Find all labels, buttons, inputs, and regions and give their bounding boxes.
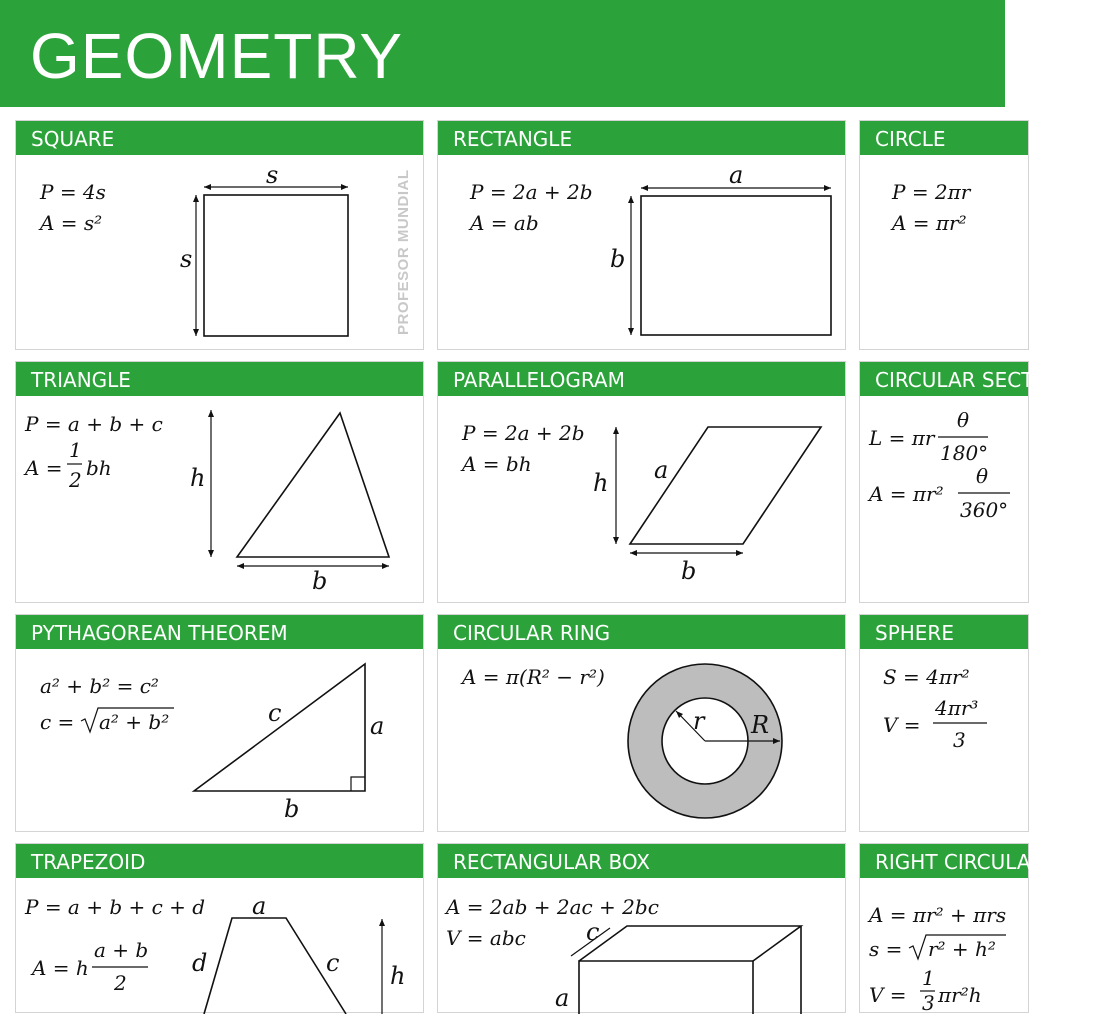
- parallelogram-diagram: [438, 362, 847, 604]
- pythagorean-diagram: [16, 615, 425, 833]
- card-title: PYTHAGOREAN THEOREM: [31, 621, 288, 645]
- fraction-denominator: 2: [114, 971, 127, 995]
- fraction-denominator: 3: [922, 991, 935, 1014]
- formula-perimeter: P = a + b + c: [25, 412, 163, 436]
- card-circular-sector: [859, 361, 1064, 603]
- formula-arc-length: L = πr: [869, 426, 935, 450]
- label-a: a: [370, 712, 385, 740]
- formula-area: A = s²: [40, 211, 103, 235]
- ring-diagram: [438, 615, 847, 833]
- label-r: r: [693, 707, 705, 735]
- label-d: d: [192, 949, 208, 977]
- rectangle-diagram: [438, 121, 847, 351]
- fraction-numerator: 1: [922, 966, 935, 990]
- fraction-denominator: 3: [953, 728, 966, 752]
- card-trapezoid: [15, 843, 424, 1013]
- label-h: h: [593, 469, 609, 497]
- formula-perimeter: P = a + b + c + d: [25, 895, 206, 919]
- formula-area: A = bh: [462, 452, 532, 476]
- label-b: b: [312, 567, 328, 595]
- trapezoid-shape: [204, 918, 346, 1014]
- formula-volume: V = abc: [446, 926, 526, 950]
- box-diagram: [438, 844, 847, 1014]
- circle-diagram: [860, 121, 1030, 351]
- formula-area-suffix: bh: [86, 456, 112, 480]
- formula-area-prefix: A = h: [32, 956, 89, 980]
- label-R: R: [751, 711, 770, 739]
- right-angle-marker: [351, 777, 365, 791]
- formula-perimeter: P = 2a + 2b: [462, 421, 585, 445]
- rectangle-shape: [641, 196, 831, 335]
- title-banner: [0, 0, 1005, 107]
- label-b: b: [681, 557, 697, 585]
- right-triangle-shape: [194, 664, 365, 791]
- fraction-numerator: θ: [957, 408, 970, 432]
- label-a: a: [654, 456, 669, 484]
- sector-formulas: [860, 362, 1030, 604]
- card-right-circular-cone: [859, 843, 1108, 1014]
- trapezoid-diagram: [16, 844, 425, 1014]
- fraction-denominator: 180°: [940, 441, 989, 465]
- card-pythagorean: [15, 614, 424, 832]
- label-s-top: s: [266, 161, 279, 189]
- square-diagram: [16, 121, 425, 351]
- formula-volume-prefix: V =: [883, 713, 921, 737]
- radicand: a² + b²: [99, 710, 170, 734]
- card-title: CIRCLE: [875, 127, 946, 151]
- radicand: r² + h²: [928, 937, 996, 961]
- card-parallelogram: [437, 361, 846, 603]
- label-s-left: s: [180, 245, 193, 273]
- formula-perimeter: P = 2a + 2b: [470, 180, 593, 204]
- watermark: PROFESOR MUNDIAL: [395, 169, 412, 335]
- card-title: TRAPEZOID: [31, 850, 146, 874]
- formula-slant-prefix: s =: [869, 937, 903, 961]
- formula-perimeter: P = 2πr: [892, 180, 971, 204]
- formula-surface: A = 2ab + 2ac + 2bc: [446, 895, 659, 919]
- card-circular-ring: [437, 614, 846, 832]
- formula-area: A = πr²: [892, 211, 967, 235]
- formula-ring-area: A = π(R² − r²): [462, 665, 605, 689]
- fraction-numerator: a + b: [94, 938, 149, 962]
- card-title: SQUARE: [31, 127, 115, 151]
- label-h: h: [190, 464, 206, 492]
- box-front-face: [579, 961, 753, 1014]
- square-shape: [204, 195, 348, 336]
- box-top-face: [579, 926, 801, 961]
- label-c: c: [326, 949, 340, 977]
- label-a: a: [252, 892, 267, 920]
- label-c: c: [586, 918, 600, 946]
- formula-surface: S = 4πr²: [883, 665, 970, 689]
- arrow-head: [379, 919, 385, 926]
- card-triangle: [15, 361, 424, 603]
- fraction-numerator: 4πr³: [935, 696, 979, 720]
- fraction-denominator: 360°: [960, 498, 1009, 522]
- formula-perimeter: P = 4s: [40, 180, 106, 204]
- sphere-formulas: [860, 615, 1030, 833]
- card-circle: [859, 120, 1029, 350]
- triangle-shape: [237, 413, 389, 557]
- card-title: RIGHT CIRCULAR CONE: [875, 850, 1108, 874]
- card-rectangle: [437, 120, 846, 350]
- parallelogram-shape: [630, 427, 821, 544]
- card-square: [15, 120, 424, 350]
- card-title: CIRCULAR SECTOR: [875, 368, 1064, 392]
- card-rectangular-box: [437, 843, 846, 1013]
- label-a: a: [555, 984, 570, 1012]
- formula-hypotenuse-prefix: c =: [40, 710, 75, 734]
- card-title: CIRCULAR RING: [453, 621, 611, 645]
- card-title: TRIANGLE: [31, 368, 131, 392]
- card-title: RECTANGLE: [453, 127, 573, 151]
- page-title: GEOMETRY: [30, 20, 404, 92]
- card-title: RECTANGULAR BOX: [453, 850, 651, 874]
- formula-area: A = ab: [470, 211, 539, 235]
- label-a: a: [729, 161, 744, 189]
- card-title: PARALLELOGRAM: [453, 368, 625, 392]
- fraction-numerator: 1: [69, 438, 82, 462]
- formula-pythagoras: a² + b² = c²: [40, 674, 159, 698]
- formula-area-prefix: A =: [25, 456, 63, 480]
- formula-sector-area: A = πr²: [869, 482, 944, 506]
- formula-surface: A = πr² + πrs: [869, 903, 1007, 927]
- label-b: b: [610, 245, 626, 273]
- fraction-denominator: 2: [69, 468, 82, 492]
- card-title: SPHERE: [875, 621, 954, 645]
- label-b: b: [284, 795, 300, 823]
- fraction-numerator: θ: [976, 464, 989, 488]
- label-h: h: [390, 962, 406, 990]
- triangle-diagram: [16, 362, 425, 604]
- label-c: c: [268, 699, 282, 727]
- card-sphere: [859, 614, 1029, 832]
- cone-formulas: [860, 844, 1030, 1014]
- formula-volume-suffix: πr²h: [938, 983, 982, 1007]
- formula-volume-prefix: V =: [869, 983, 907, 1007]
